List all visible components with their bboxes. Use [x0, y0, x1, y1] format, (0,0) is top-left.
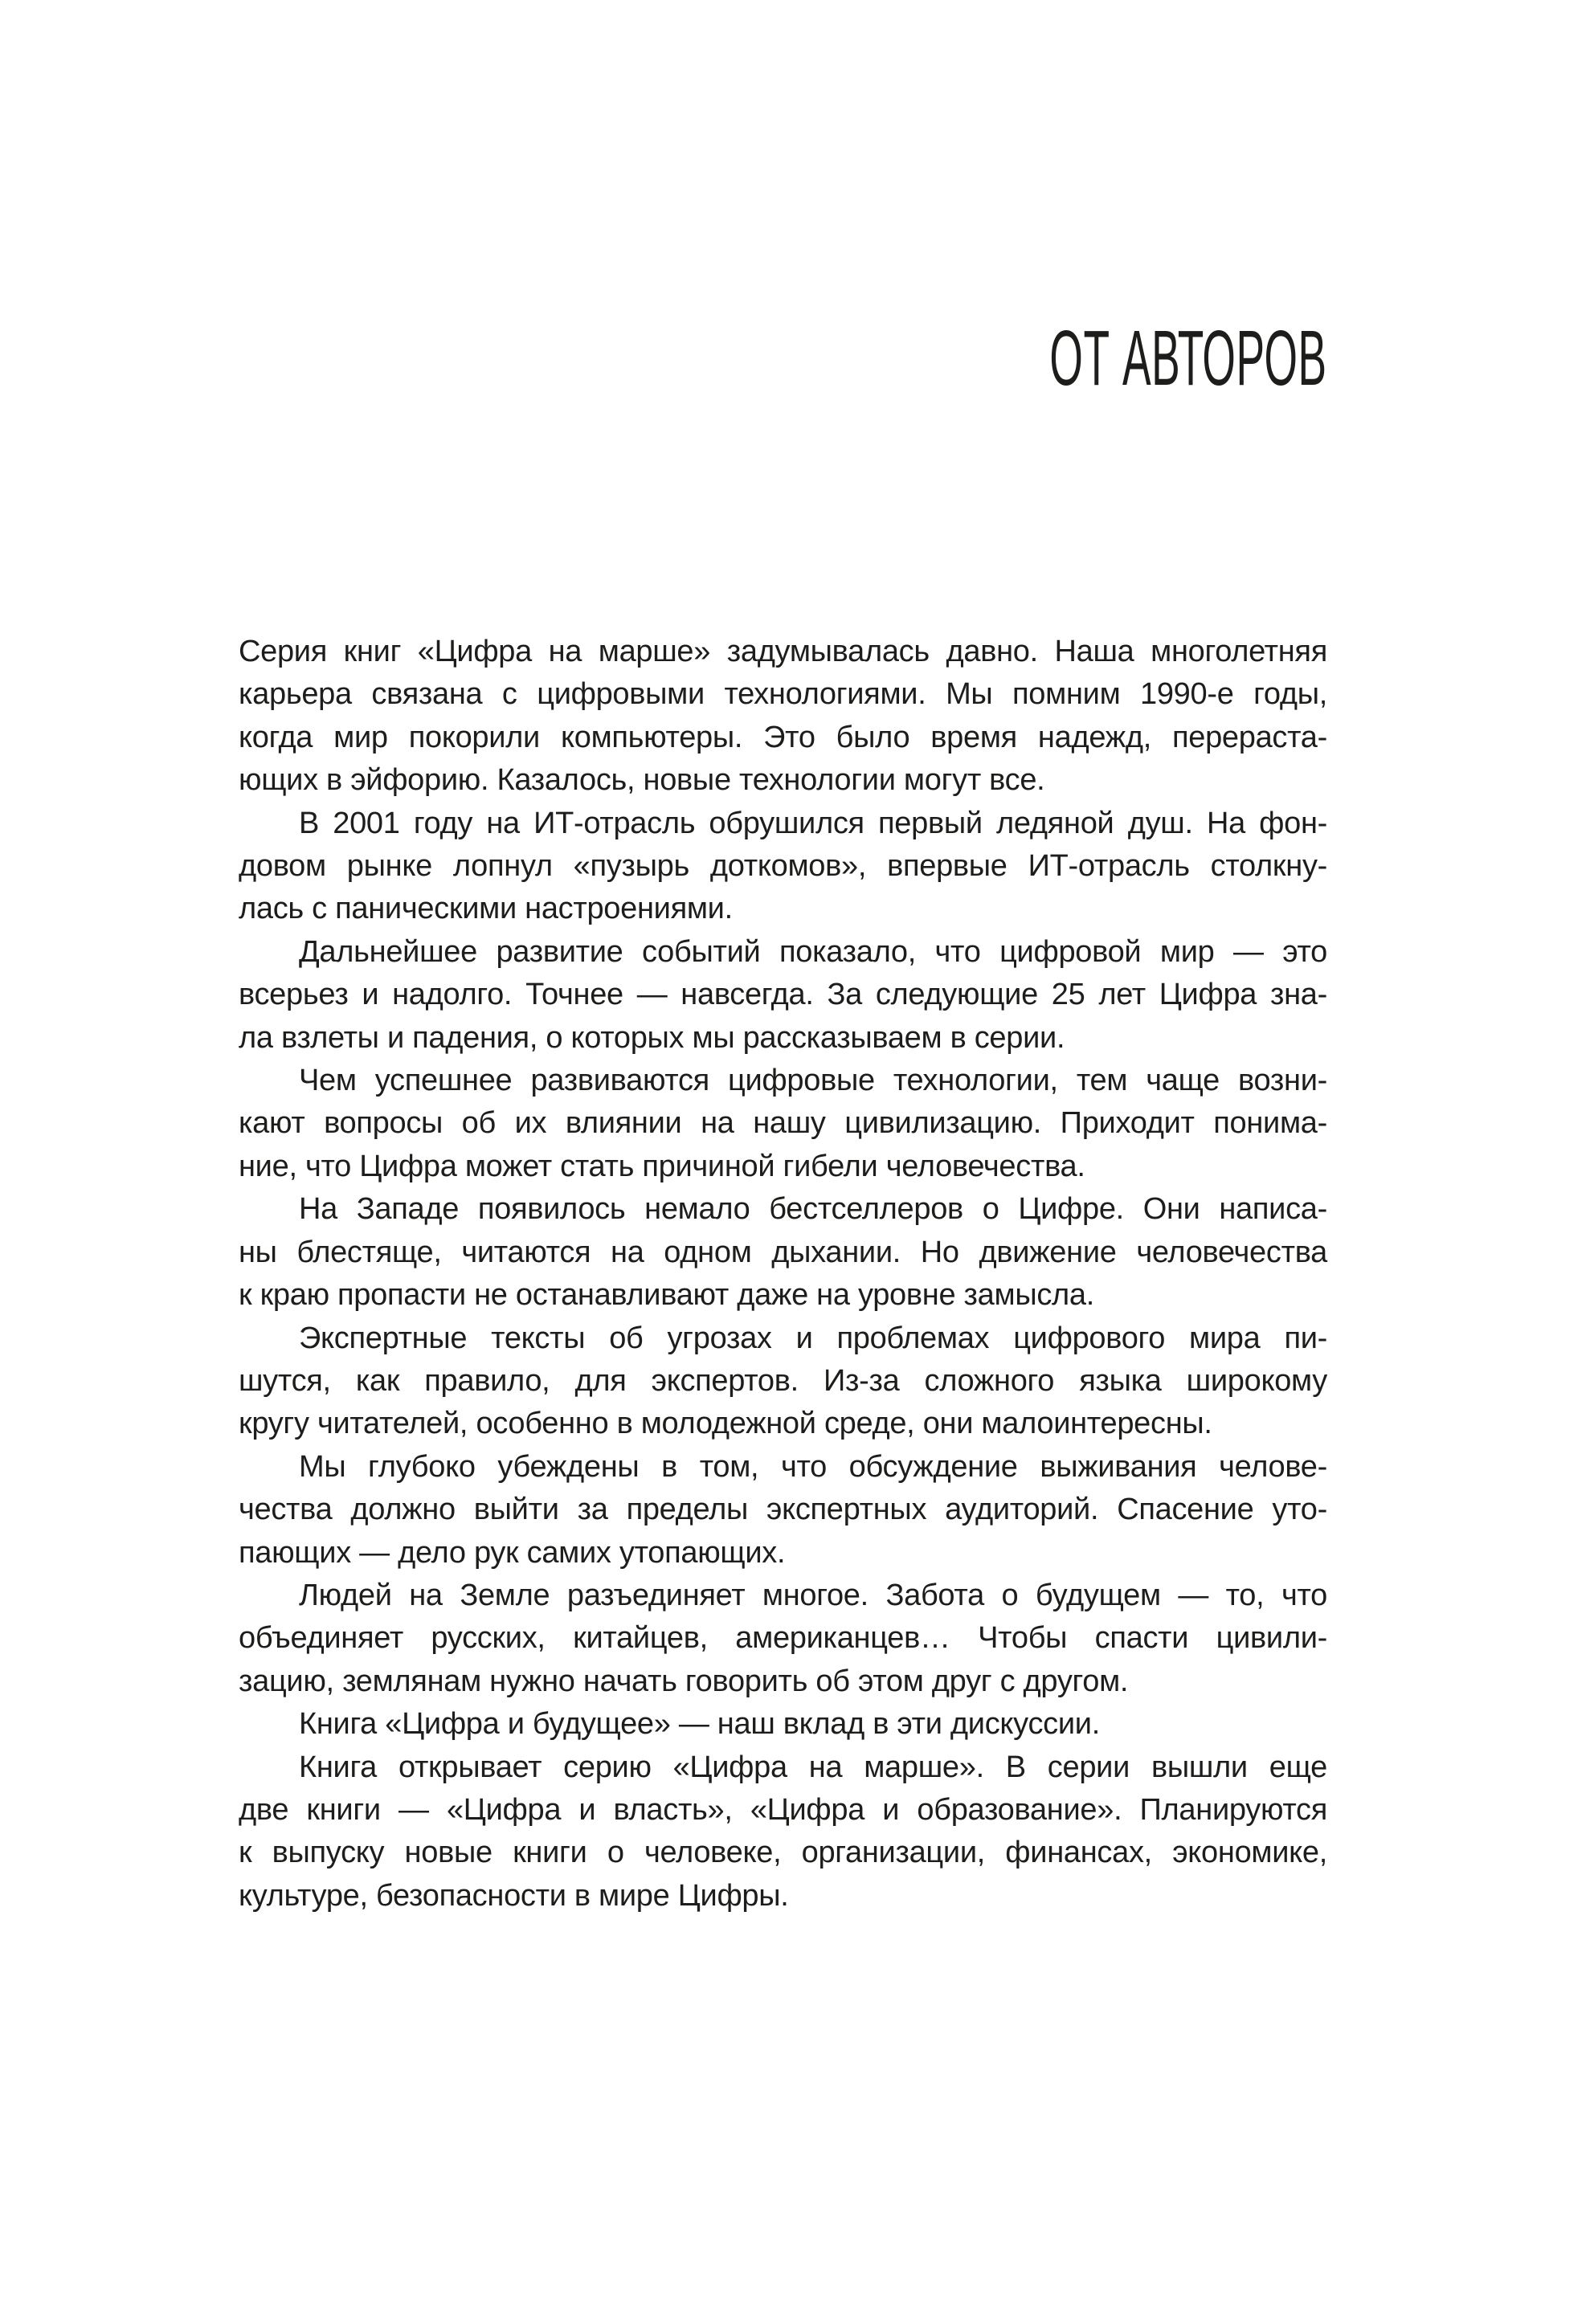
text-line: ны блестяще, читаются на одном дыхании. Но движение человечества: [239, 1235, 1327, 1269]
text-line: объединяет русских, китайцев, американцев… Чтобы спасти цивили-: [239, 1621, 1327, 1656]
text-line: Книга «Цифра и будущее» — наш вклад в эти дискуссии.: [299, 1707, 1100, 1742]
text-line: ние, что Цифра может стать причиной гибели человечества.: [239, 1149, 1085, 1183]
text-line: Экспертные тексты об угрозах и проблемах цифрового мира пи-: [299, 1321, 1327, 1355]
text-line: карьера связана с цифровыми технологиями. Мы помним 1990-е годы,: [239, 677, 1327, 712]
text-line: чества должно выйти за пределы экспертных аудиторий. Спасение уто-: [239, 1493, 1327, 1527]
text-line: В 2001 году на ИТ-отрасль обрушился первый ледяной душ. На фон-: [299, 806, 1327, 840]
text-line: На Западе появилось немало бестселлеров о Цифре. Они написа-: [299, 1192, 1327, 1227]
text-line: всерьез и надолго. Точнее — навсегда. За следующие 25 лет Цифра зна-: [239, 978, 1327, 1012]
text-line: зацию, землянам нужно начать говорить об этом друг с другом.: [239, 1664, 1129, 1698]
text-line: к краю пропасти не останавливают даже на уровне замысла.: [239, 1278, 1095, 1313]
body-text: [239, 631, 1327, 1918]
text-line: две книги — «Цифра и власть», «Цифра и образование». Планируются: [239, 1792, 1327, 1827]
text-line: пающих — дело рук самих утопающих.: [239, 1535, 786, 1570]
text-line: к выпуску новые книги о человеке, организации, финансах, экономике,: [239, 1836, 1327, 1870]
text-line: кругу читателей, особенно в молодежной среде, они малоинтересны.: [239, 1407, 1212, 1441]
text-line: Серия книг «Цифра на марше» задумывалась давно. Наша многолетняя: [239, 635, 1327, 668]
text-line: Дальнейшее развитие событий показало, что цифровой мир — это: [299, 934, 1327, 969]
text-line: кают вопросы об их влиянии на нашу цивилизацию. Приходит понима-: [239, 1106, 1327, 1141]
text-line: лась с паническими настроениями.: [239, 892, 733, 926]
text-line: Мы глубоко убеждены в том, что обсуждение выживания челове-: [299, 1449, 1327, 1484]
text-line: ющих в эйфорию. Казалось, новые технологии могут все.: [239, 763, 1045, 798]
page-title: ОТ АВТОРОВ: [1049, 314, 1327, 402]
text-line: Чем успешнее развиваются цифровые технологии, тем чаще возни-: [299, 1064, 1327, 1098]
text-line: культуре, безопасности в мире Цифры.: [239, 1878, 789, 1913]
text-line: шутся, как правило, для экспертов. Из-за сложного языка широкому: [239, 1363, 1327, 1398]
text-line: Книга открывает серию «Цифра на марше». В серии вышли еще: [299, 1750, 1327, 1784]
text-line: Людей на Земле разъединяет многое. Забота о будущем — то, что: [299, 1578, 1327, 1612]
text-line: ла взлеты и падения, о которых мы рассказываем в серии.: [239, 1020, 1065, 1055]
text-line: довом рынке лопнул «пузырь доткомов», впервые ИТ-отрасль столкну-: [239, 849, 1327, 884]
text-line: когда мир покорили компьютеры. Это было время надежд, перераста-: [239, 720, 1327, 754]
